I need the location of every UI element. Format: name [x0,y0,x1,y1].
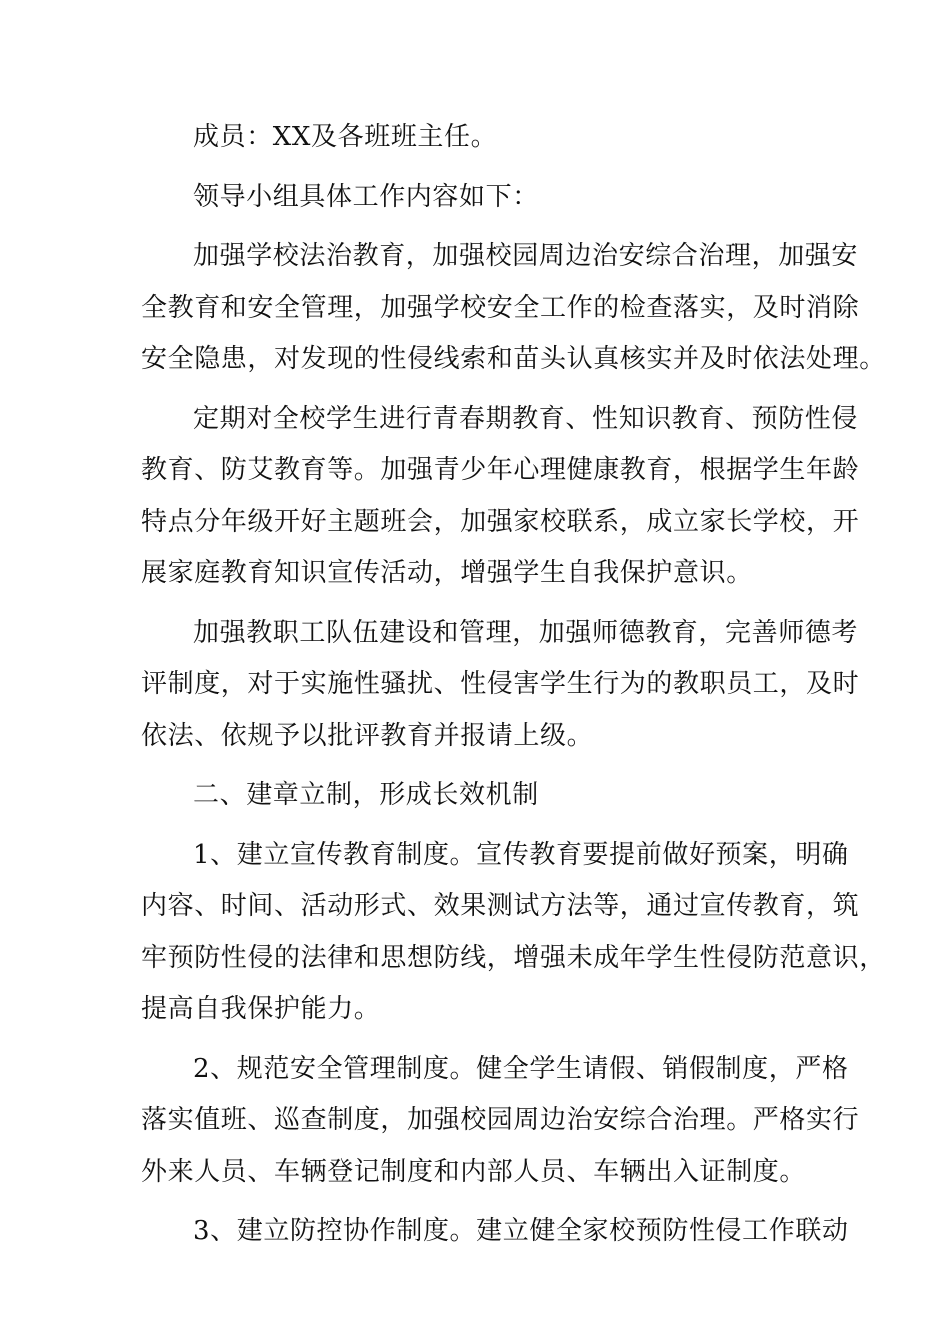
text-line: 外来人员、车辆登记制度和内部人员、车辆出入证制度。 [141,1156,807,1187]
text-line: 全教育和安全管理，加强学校安全工作的检查落实，及时消除 [141,292,860,323]
paragraph-student-education [141,394,860,600]
text-line: 落实值班、巡查制度，加强校园周边治安综合治理。严格实行 [141,1105,860,1135]
paragraph-item-3 [141,1206,849,1258]
text-line: 牢预防性侵的法律和思想防线，增强未成年学生性侵防范意识， [141,942,886,973]
paragraph-item-1 [141,830,886,1036]
text-line: 1、建立宣传教育制度。宣传教育要提前做好预案，明确 [193,839,849,870]
text-line: 加强学校法治教育，加强校园周边治安综合治理，加强安 [193,241,859,271]
paragraph-item-2 [141,1044,860,1199]
text-line: 安全隐患，对发现的性侵线索和苗头认真核实并及时依法处理。 [141,344,886,374]
text-line: 2、规范安全管理制度。健全学生请假、销假制度，严格 [193,1053,849,1084]
paragraph-legal-education [141,231,886,386]
document-body [141,112,886,1258]
text-line: 依法、依规予以批评教育并报请上级。 [141,720,594,751]
text-line: 3、建立防控协作制度。建立健全家校预防性侵工作联动 [193,1216,849,1246]
text-line: 提高自我保护能力。 [141,994,381,1024]
text-line: 特点分年级开好主题班会，加强家校联系，成立家长学校，开 [141,506,860,537]
text-line: 定期对全校学生进行青春期教育、性知识教育、预防性侵 [193,403,859,434]
text-line: 展家庭教育知识宣传活动，增强学生自我保护意识。 [141,558,753,588]
text-line: 评制度，对于实施性骚扰、性侵害学生行为的教职员工，及时 [141,669,860,699]
members-line: 成员：XX及各班班主任。 [193,122,498,152]
paragraph-staff-management [141,608,860,763]
work-content-heading: 领导小组具体工作内容如下： [193,181,539,212]
text-line: 加强教职工队伍建设和管理，加强师德教育，完善师德考 [193,617,859,648]
text-line: 内容、时间、活动形式、效果测试方法等，通过宣传教育，筑 [141,891,860,921]
text-line: 教育、防艾教育等。加强青少年心理健康教育，根据学生年龄 [141,455,860,485]
section-heading: 二、建章立制，形成长效机制 [193,780,539,810]
